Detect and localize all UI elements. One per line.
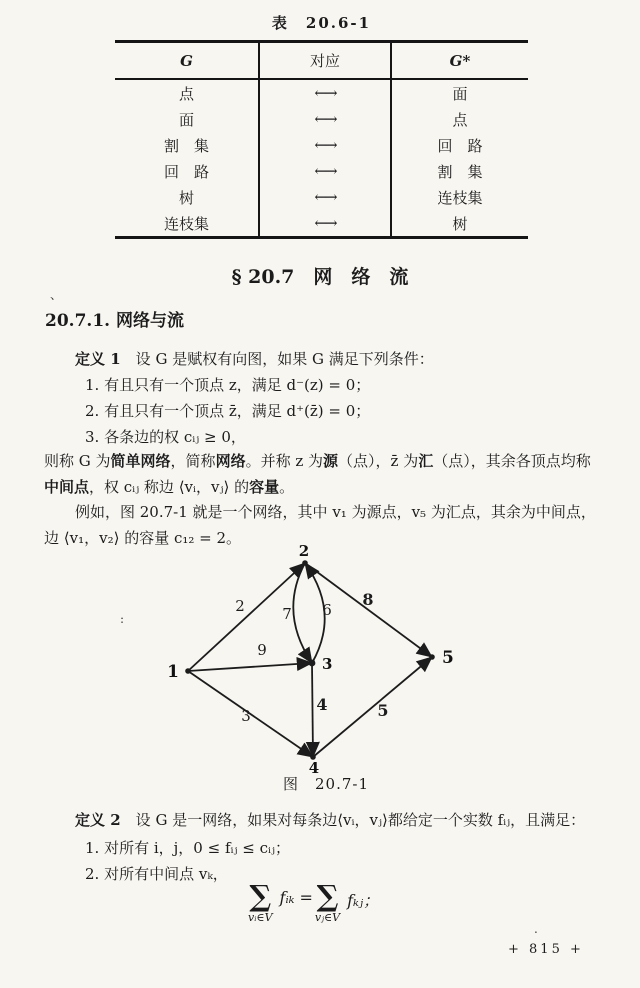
network-terms-line-1: 则称 G 为简单网络，简称网络。并称 z 为源（点），z̄ 为汇（点），其余各顶点均称: [44, 452, 591, 470]
edge-weight-label-2-5: 8: [362, 590, 374, 609]
section-heading: § 20.7 网 络 流: [231, 266, 409, 288]
sigma-symbol: ∑: [316, 879, 339, 913]
table-title: 表 20.6-1: [271, 14, 372, 32]
summation-1-limit: vᵢ∈V: [248, 911, 273, 924]
example-line-1: 例如，图 20.7-1 就是一个网络，其中 v₁ 为源点，v₅ 为汇点，其余为中间点，: [75, 503, 596, 521]
sigma-symbol: ∑: [249, 879, 272, 913]
definition-2-intro: 定义 2 设 G 是一网络，如果对每条边⟨vᵢ，vⱼ⟩都给定一个实数 fᵢⱼ，且满足：: [75, 811, 586, 829]
edge-weight-label-1-2: 2: [235, 597, 245, 615]
table-row: 点: [178, 84, 194, 103]
figure-caption: 图 20.7-1: [283, 775, 370, 793]
table-row: 连枝集: [390, 184, 528, 210]
summation-2-limit: vⱼ∈V: [314, 911, 341, 924]
edge-weight-label-3-2: 6: [322, 601, 332, 619]
definition-1-item-3: 3. 各条边的权 cᵢⱼ ≥ 0，: [85, 428, 246, 446]
table-row: 连枝集: [163, 214, 209, 233]
page-number: + 815 +: [508, 942, 584, 957]
correspondence-arrow: ←→: [258, 158, 390, 184]
node-label-2: 2: [298, 545, 310, 560]
definition-2-item-2: 2. 对所有中间点 vₖ，: [85, 865, 228, 883]
node-label-1: 1: [167, 662, 179, 682]
edge-weight-label-1-4: 3: [241, 707, 251, 725]
table-row: 点: [390, 106, 528, 132]
definition-1-item-1: 1. 有且只有一个顶点 z，满足 d⁻(z) = 0；: [85, 376, 371, 394]
scan-artifact: :: [120, 612, 125, 626]
table-row: 回 路: [163, 162, 209, 181]
subsection-heading: 20.7.1. 网络与流: [45, 311, 184, 331]
graph-node-5: [429, 654, 435, 660]
edge-weight-label-2-3: 7: [282, 605, 292, 623]
scan-artifact: 、: [50, 288, 63, 302]
duality-table: [115, 40, 528, 239]
graph-node-1: [185, 668, 191, 674]
formula-lhs-term: fᵢₖ: [279, 888, 295, 907]
node-label-5: 5: [442, 648, 454, 668]
summation-1: [248, 881, 273, 923]
table-row: 面: [390, 80, 528, 106]
edge-weight-label-4-5: 5: [377, 701, 389, 720]
table-row: 树: [178, 188, 194, 207]
graph-edge-3-4: [312, 663, 313, 757]
scan-artifact: .: [534, 922, 538, 936]
correspondence-arrow: ←→: [258, 80, 390, 106]
example-line-2: 边 ⟨v₁，v₂⟩ 的容量 c₁₂ = 2。: [44, 529, 242, 547]
edge-weight-label-3-4: 4: [316, 695, 328, 714]
graph-node-2: [302, 560, 308, 566]
definition-1-item-2: 2. 有且只有一个顶点 z̄，满足 d⁺(z̄) = 0；: [85, 402, 371, 420]
equals-sign: =: [299, 888, 313, 907]
network-terms-line-2: 中间点，权 cᵢⱼ 称边 ⟨vᵢ，vⱼ⟩ 的容量。: [44, 478, 295, 496]
correspondence-arrow: ←→: [258, 210, 390, 236]
summation-2: [315, 881, 340, 923]
table-row: 割 集: [163, 136, 209, 155]
table-header-correspondence: 对应: [258, 43, 390, 80]
correspondence-arrow: ←→: [258, 184, 390, 210]
table-row: 树: [390, 210, 528, 236]
table-row: 回 路: [390, 132, 528, 158]
definition-1-intro: 定义 1 设 G 是赋权有向图，如果 G 满足下列条件：: [75, 350, 434, 368]
flow-conservation-formula: [246, 881, 384, 923]
graph-edge-2-3: [293, 563, 312, 663]
network-figure: [140, 545, 480, 783]
definition-2-item-1: 1. 对所有 i，j，0 ≤ fᵢⱼ ≤ cᵢⱼ；: [85, 839, 290, 857]
node-label-3: 3: [322, 655, 333, 673]
graph-edge-1-3: [188, 663, 312, 671]
edge-weight-label-1-3: 9: [257, 641, 267, 659]
formula-rhs-term: fₖⱼ；: [347, 891, 380, 910]
table-row: 面: [178, 110, 194, 129]
node-label-4: 4: [308, 759, 320, 777]
correspondence-arrow: ←→: [258, 132, 390, 158]
graph-node-3: [309, 660, 316, 667]
table-header-g: G: [115, 43, 258, 80]
table-row: 割 集: [390, 158, 528, 184]
correspondence-arrow: ←→: [258, 106, 390, 132]
table-header-gstar: G*: [390, 43, 528, 80]
figure-layer: [167, 545, 454, 777]
